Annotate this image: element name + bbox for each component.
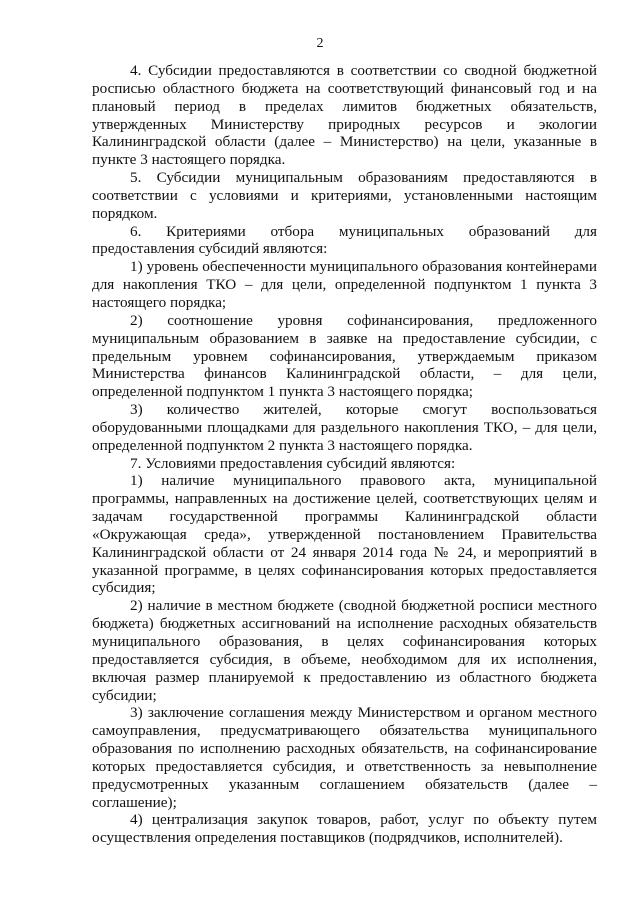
paragraph-6-item-2: 2) соотношение уровня софинансирования, предложенного муниципальным образованием в заявке на предоставление субсидии, с предельным уровнем софинансирования, утверждаемым приказом Министерства финансов Калининградской области, – для цели, определенной подпунктом 1 пункта 3 настоящего порядка;: [92, 311, 597, 401]
paragraph-6: 6. Критериями отбора муниципальных образований для предоставления субсидий являются:: [92, 222, 597, 258]
paragraph-7-item-1: 1) наличие муниципального правового акта, муниципальной программы, направленных на достижение целей, соответствующих целям и задачам государственной программы Калининградской области «Окружающая среда», утвержденной постановлением Правительства Калининградской области от 24 января 2014 года № 24, и мероприятий в указанной программе, в целях софинансирования которых предоставляется субсидия;: [92, 472, 597, 597]
paragraph-7: 7. Условиями предоставления субсидий являются:: [130, 454, 456, 472]
paragraph-6-item-1: 1) уровень обеспеченности муниципального образования контейнерами для накопления ТКО – для цели, определенной подпунктом 1 пункта 3 настоящего порядка;: [92, 258, 597, 311]
paragraph-7-item-3: 3) заключение соглашения между Министерством и органом местного самоуправления, предусматривающего обязательства муниципального образования по исполнению расходных обязательств, на софинансирование которых предоставляется субсидия, и ответственность за невыполнение предусмотренных указанным соглашением обязательств (далее – соглашение);: [92, 704, 597, 811]
paragraph-5: 5. Субсидии муниципальным образованиям предоставляются в соответствии с условиями и критериями, установленными настоящим порядком.: [92, 169, 597, 222]
paragraph-4: 4. Субсидии предоставляются в соответствии со сводной бюджетной росписью областного бюджета на соответствующий финансовый год и на плановый период в пределах лимитов бюджетных обязательств, утвержденных Министерству природных ресурсов и экологии Калининградской области (далее – Министерство) на цели, указанные в пункте 3 настоящего порядка.: [92, 62, 597, 169]
document-body: [92, 62, 597, 847]
paragraph-6-item-3: 3) количество жителей, которые смогут воспользоваться оборудованными площадками для раздельного накопления ТКО, – для цели, определенной подпунктом 2 пункта 3 настоящего порядка.: [92, 401, 597, 454]
paragraph-7-item-4: 4) централизация закупок товаров, работ, услуг по объекту путем осуществления определения поставщиков (подрядчиков, исполнителей).: [92, 811, 597, 847]
paragraph-7-item-2: 2) наличие в местном бюджете (сводной бюджетной росписи местного бюджета) бюджетных ассигнований на исполнение расходных обязательств муниципального образования, в целях софинансирования которых предоставляется субсидия, в объеме, необходимом для их исполнения, включая размер планируемой к предоставлению из областного бюджета субсидии;: [92, 597, 597, 704]
page-number: 2: [316, 36, 324, 51]
